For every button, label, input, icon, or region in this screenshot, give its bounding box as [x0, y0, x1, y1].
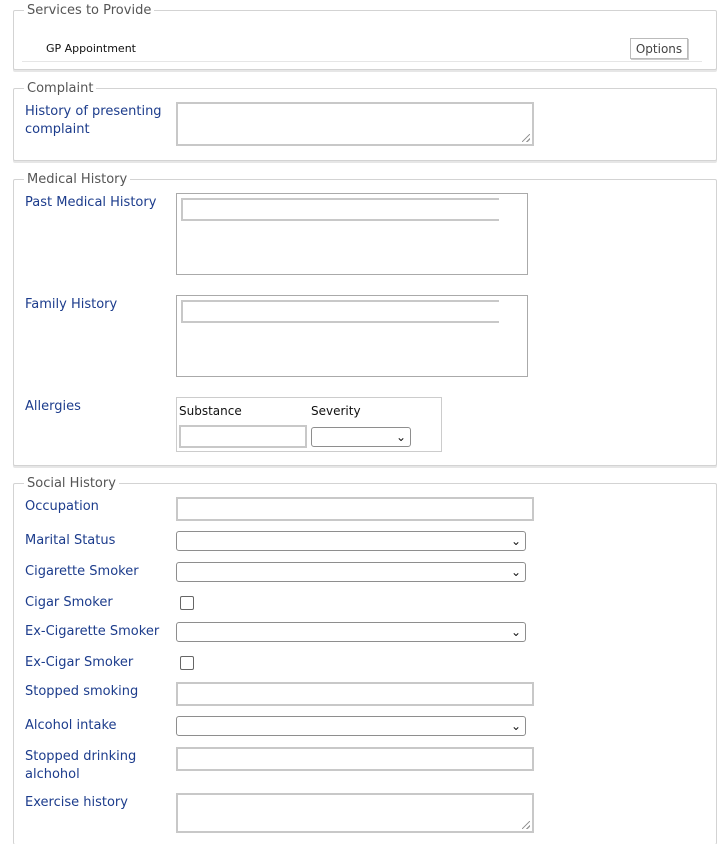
exercise-history-label: Exercise history	[25, 795, 128, 810]
chevron-down-icon: ⌄	[510, 565, 521, 579]
substance-input[interactable]	[179, 425, 307, 448]
stopped-smoking-label: Stopped smoking	[25, 684, 139, 699]
allergies-label: Allergies	[25, 399, 81, 414]
alcohol-intake-label: Alcohol intake	[25, 718, 117, 733]
ex-cigar-smoker-checkbox[interactable]	[180, 656, 194, 670]
occupation-label: Occupation	[25, 499, 99, 514]
services-legend: Services to Provide	[24, 3, 154, 19]
exercise-history-textarea[interactable]	[176, 793, 534, 833]
options-button[interactable]: Options	[630, 38, 688, 59]
services-section	[13, 3, 717, 70]
alcohol-intake-select[interactable]	[176, 716, 526, 736]
severity-select[interactable]	[311, 427, 411, 447]
chevron-down-icon: ⌄	[510, 719, 521, 733]
past-medical-input[interactable]	[181, 198, 499, 221]
stopped-drinking-input[interactable]	[176, 747, 534, 771]
marital-status-select[interactable]	[176, 531, 526, 551]
stopped-drinking-label: Stopped drinking alchohol	[25, 749, 137, 782]
complaint-section	[13, 81, 717, 161]
service-row	[22, 37, 702, 62]
cigar-smoker-label: Cigar Smoker	[25, 595, 113, 610]
stopped-smoking-input[interactable]	[176, 682, 534, 706]
past-medical-editor[interactable]	[176, 193, 528, 275]
occupation-input[interactable]	[176, 497, 534, 521]
past-medical-label: Past Medical History	[25, 195, 157, 210]
history-presenting-label: History of presenting complaint	[25, 104, 162, 137]
severity-header: Severity	[311, 404, 361, 418]
family-history-label: Family History	[25, 297, 118, 312]
cigar-smoker-checkbox[interactable]	[180, 596, 194, 610]
chevron-down-icon: ⌄	[395, 430, 406, 444]
family-history-input[interactable]	[181, 300, 499, 323]
resize-handle-icon[interactable]	[522, 134, 530, 142]
history-presenting-textarea[interactable]	[176, 102, 534, 146]
allergies-table	[176, 397, 442, 452]
complaint-legend: Complaint	[24, 81, 96, 97]
social-legend: Social History	[24, 476, 119, 492]
family-history-editor[interactable]	[176, 295, 528, 377]
resize-handle-icon[interactable]	[522, 821, 530, 829]
ex-cigar-smoker-label: Ex-Cigar Smoker	[25, 655, 134, 670]
medical-history-section	[13, 172, 717, 466]
service-item-label: GP Appointment	[46, 42, 136, 55]
social-history-section	[13, 476, 717, 844]
chevron-down-icon: ⌄	[510, 625, 521, 639]
marital-status-label: Marital Status	[25, 533, 116, 548]
substance-header: Substance	[179, 404, 242, 418]
cigarette-smoker-label: Cigarette Smoker	[25, 564, 139, 579]
ex-cigarette-smoker-select[interactable]	[176, 622, 526, 642]
chevron-down-icon: ⌄	[510, 534, 521, 548]
ex-cigarette-smoker-label: Ex-Cigarette Smoker	[25, 624, 160, 639]
cigarette-smoker-select[interactable]	[176, 562, 526, 582]
medical-legend: Medical History	[24, 172, 130, 188]
